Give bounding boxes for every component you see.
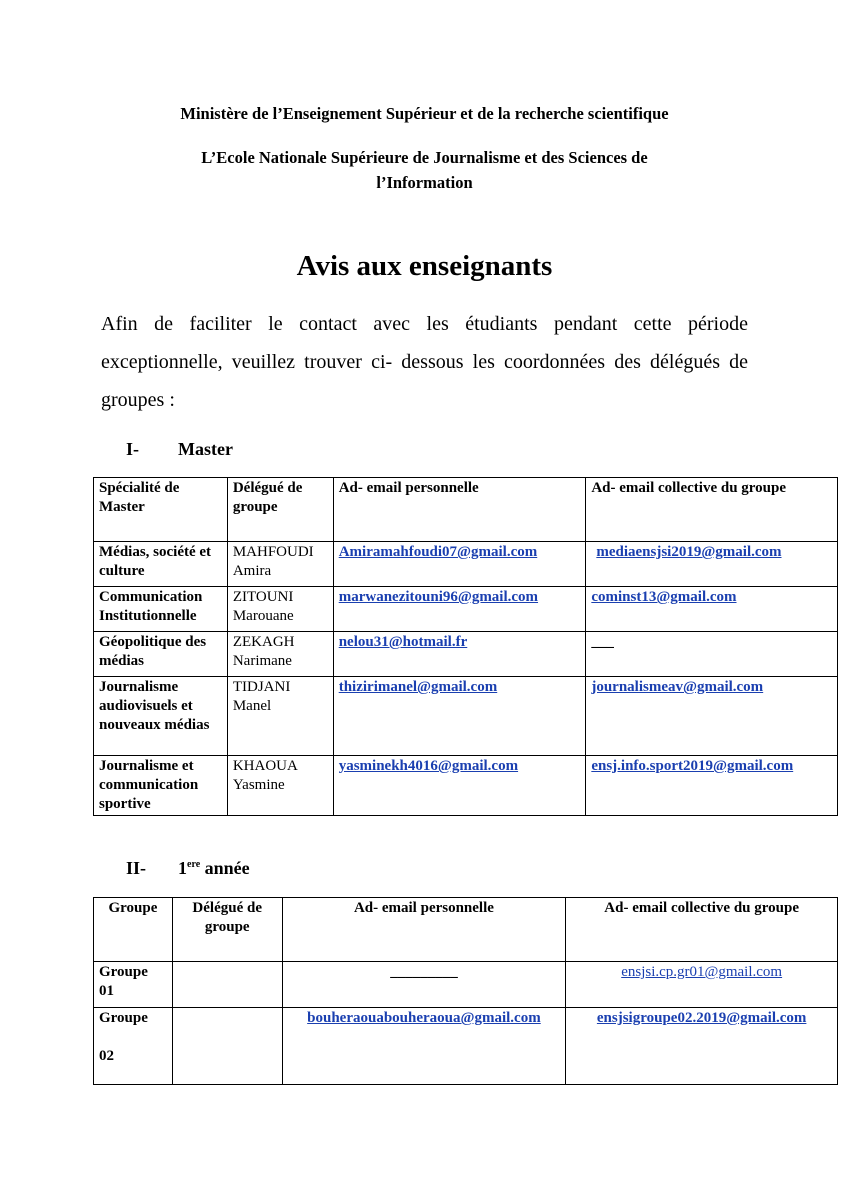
personal-email-cell bbox=[333, 587, 586, 632]
collective-email-link[interactable]: mediaensjsi2019@gmail.com bbox=[596, 544, 782, 560]
column-header: Délégué de groupe bbox=[172, 898, 282, 962]
ministry-header: Ministère de l’Enseignement Supérieur et de la recherche scientifique bbox=[180, 104, 669, 123]
delegate-last-name: MAHFOUDI bbox=[232, 544, 314, 560]
collective-email-link[interactable]: journalismeav@gmail.com bbox=[591, 679, 764, 695]
collective-email-cell bbox=[586, 677, 838, 756]
delegate-last-name: TIDJANI bbox=[232, 679, 291, 695]
group-label: Groupe bbox=[99, 1010, 148, 1026]
column-header: Spécialité de Master bbox=[94, 478, 228, 542]
delegate-cell bbox=[227, 756, 333, 816]
table-header-row bbox=[94, 478, 838, 542]
group-cell bbox=[94, 1008, 173, 1085]
column-header: Délégué de groupe bbox=[227, 478, 333, 542]
section-label: Master bbox=[178, 439, 233, 459]
empty-dash: ___ bbox=[591, 634, 614, 650]
specialty-cell: Journalisme audiovisuels et nouveaux médias bbox=[94, 677, 228, 756]
section-label-main: 1 bbox=[178, 858, 187, 878]
personal-email-link[interactable]: thizirimanel@gmail.com bbox=[338, 679, 498, 695]
personal-email-cell bbox=[282, 962, 566, 1008]
personal-email-cell bbox=[333, 756, 586, 816]
delegate-last-name: ZITOUNI bbox=[232, 589, 294, 605]
table-row bbox=[94, 587, 838, 632]
collective-email-cell bbox=[566, 1008, 838, 1085]
personal-email-cell bbox=[333, 542, 586, 587]
collective-email-link[interactable]: ensj.info.sport2019@gmail.com bbox=[591, 758, 794, 774]
table-header-row bbox=[94, 898, 838, 962]
column-header: Groupe bbox=[94, 898, 173, 962]
collective-email-link[interactable]: ensjsigroupe02.2019@gmail.com bbox=[596, 1010, 807, 1026]
section-number: II- bbox=[126, 858, 147, 878]
column-header: Ad- email personnelle bbox=[282, 898, 566, 962]
section-number: I- bbox=[126, 439, 139, 459]
collective-email-cell bbox=[586, 756, 838, 816]
personal-email-link[interactable]: marwanezitouni96@gmail.com bbox=[338, 589, 539, 605]
table-row bbox=[94, 542, 838, 587]
specialty-cell: Géopolitique des médias bbox=[94, 632, 228, 677]
delegate-first-name: Amira bbox=[232, 563, 272, 579]
intro-paragraph: Afin de faciliter le contact avec les étudiants pendant cette période exceptionnelle, veuillez trouver ci- dessous les coordonnées des délégués de groupes : bbox=[101, 313, 748, 411]
first-year-table bbox=[93, 897, 838, 1085]
personal-email-link[interactable]: nelou31@hotmail.fr bbox=[338, 634, 468, 650]
delegate-cell bbox=[227, 632, 333, 677]
school-header-line-2: l’Information bbox=[376, 173, 473, 192]
delegate-cell bbox=[172, 962, 282, 1008]
personal-email-cell bbox=[333, 677, 586, 756]
personal-email-link[interactable]: yasminekh4016@gmail.com bbox=[338, 758, 519, 774]
personal-email-cell bbox=[333, 632, 586, 677]
group-number: 01 bbox=[99, 983, 114, 999]
delegate-first-name: Manel bbox=[232, 698, 272, 714]
collective-email-cell bbox=[586, 632, 838, 677]
collective-email-cell bbox=[586, 542, 838, 587]
column-header: Ad- email collective du groupe bbox=[586, 478, 838, 542]
column-header: Ad- email collective du groupe bbox=[566, 898, 838, 962]
delegate-first-name: Yasmine bbox=[232, 777, 285, 793]
empty-dash: _________ bbox=[390, 964, 458, 980]
specialty-cell: Journalisme et communication sportive bbox=[94, 756, 228, 816]
table-row bbox=[94, 677, 838, 756]
table-row bbox=[94, 756, 838, 816]
delegate-last-name: ZEKAGH bbox=[232, 634, 295, 650]
section-label bbox=[178, 858, 250, 879]
table-row bbox=[94, 1008, 838, 1085]
delegate-first-name: Marouane bbox=[232, 608, 294, 624]
section-label-rest: année bbox=[200, 858, 250, 878]
collective-email-link[interactable]: cominst13@gmail.com bbox=[591, 589, 737, 605]
group-label: Groupe bbox=[99, 964, 148, 980]
personal-email-link[interactable]: bouheraouabouheraoua@gmail.com bbox=[307, 1010, 541, 1026]
delegate-cell bbox=[227, 542, 333, 587]
table-row bbox=[94, 962, 838, 1008]
page-title: Avis aux enseignants bbox=[296, 250, 553, 282]
specialty-cell: Médias, société et culture bbox=[94, 542, 228, 587]
delegate-last-name: KHAOUA bbox=[232, 758, 298, 774]
delegate-cell bbox=[227, 677, 333, 756]
personal-email-cell bbox=[282, 1008, 566, 1085]
delegate-cell bbox=[227, 587, 333, 632]
group-cell bbox=[94, 962, 173, 1008]
master-table bbox=[93, 477, 838, 816]
delegate-first-name: Narimane bbox=[232, 653, 292, 669]
specialty-cell: Communication Institutionnelle bbox=[94, 587, 228, 632]
table-row bbox=[94, 632, 838, 677]
section-label-sup: ere bbox=[187, 859, 201, 870]
column-header: Ad- email personnelle bbox=[333, 478, 586, 542]
collective-email-cell bbox=[586, 587, 838, 632]
collective-email-cell bbox=[566, 962, 838, 1008]
delegate-cell bbox=[172, 1008, 282, 1085]
school-header-line-1: L’Ecole Nationale Supérieure de Journalisme et des Sciences de bbox=[201, 148, 648, 167]
collective-email-link[interactable]: ensjsi.cp.gr01@gmail.com bbox=[621, 964, 783, 980]
personal-email-link[interactable]: Amiramahfoudi07@gmail.com bbox=[338, 544, 538, 560]
school-header bbox=[0, 145, 849, 195]
group-number: 02 bbox=[99, 1048, 114, 1064]
